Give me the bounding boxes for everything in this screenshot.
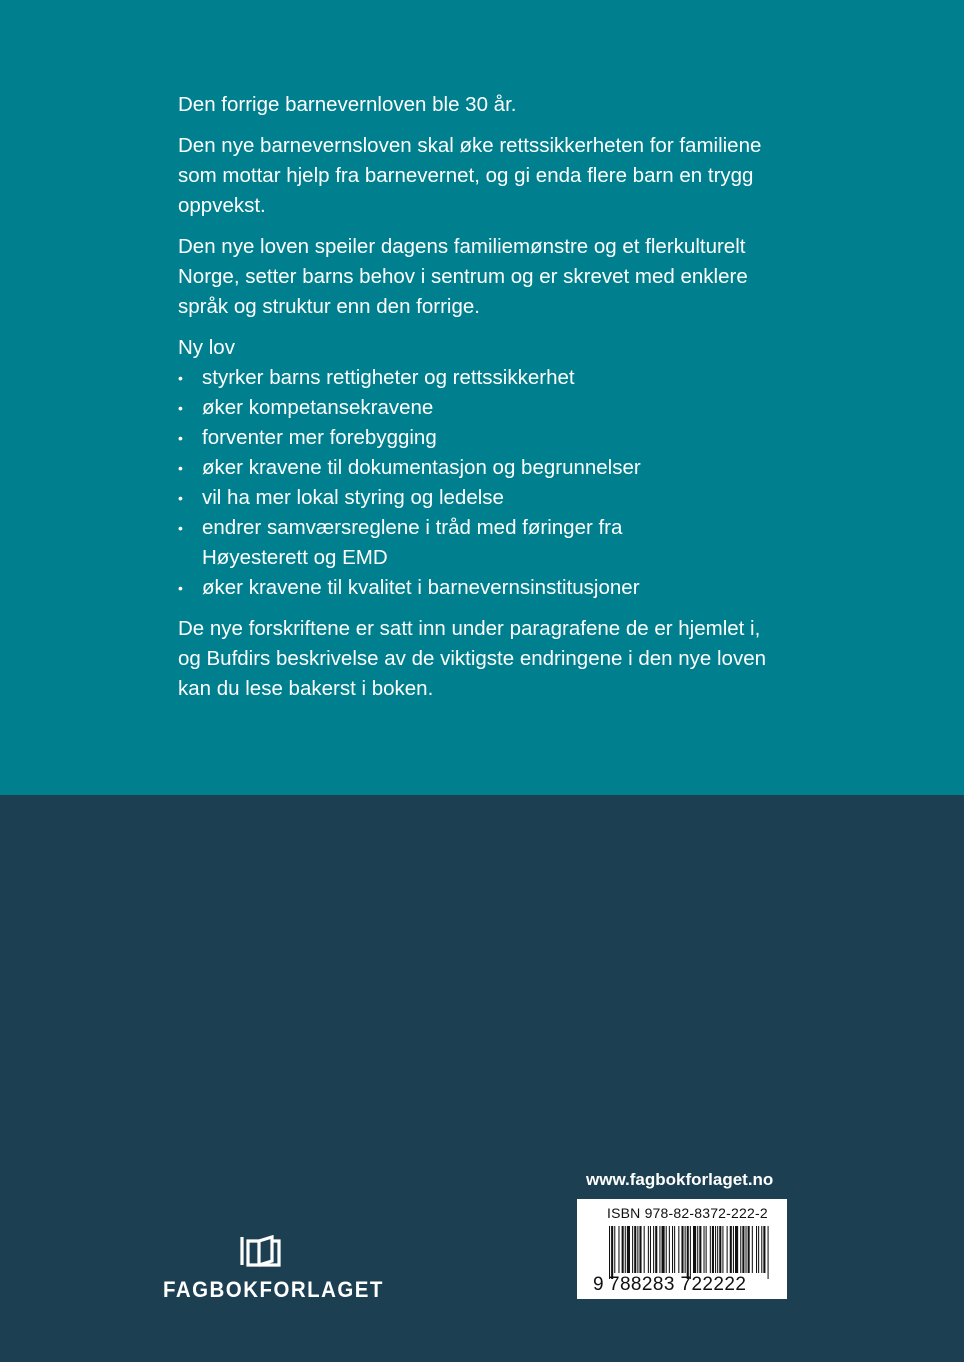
bullet-icon: •	[178, 490, 183, 506]
feature-list	[178, 363, 798, 603]
publisher-logo	[163, 1235, 384, 1305]
barcode-bar	[659, 1226, 660, 1273]
barcode-bar	[669, 1226, 670, 1273]
barcode-bar	[730, 1226, 732, 1273]
barcode-bar	[639, 1226, 641, 1273]
isbn-label: ISBN 978-82-8372-222-2	[607, 1205, 768, 1221]
list-lead: Ny lov	[178, 336, 235, 359]
barcode-bar	[742, 1226, 744, 1273]
barcode-bar	[648, 1226, 649, 1273]
barcode-bar	[685, 1226, 686, 1273]
barcode-bar	[622, 1226, 624, 1273]
barcode-bar	[644, 1226, 645, 1273]
website-link[interactable]: www.fagbokforlaget.no	[586, 1170, 774, 1189]
barcode-bar	[674, 1226, 675, 1273]
list-item-text: endrer samværsreglene i tråd med føringer fra Høyesterett og EMD	[202, 516, 623, 569]
barcode-bar	[756, 1226, 757, 1273]
bullet-icon: •	[178, 400, 183, 416]
outro-paragraph: De nye forskriftene er satt inn under paragrafene de er hjemlet i, og Bufdirs beskrivelse av de viktigste endringene i den nye loven kan du lese bakerst i boken.	[178, 617, 767, 700]
barcode-bar	[632, 1226, 633, 1273]
list-item	[178, 363, 798, 393]
barcode-bar	[727, 1226, 728, 1273]
barcode-bar	[699, 1226, 701, 1273]
barcode-bar	[678, 1226, 679, 1273]
barcode-bar	[710, 1226, 711, 1273]
barcode-digits: 788283 722222	[609, 1274, 747, 1295]
barcode-bar	[690, 1226, 691, 1279]
barcode-first-digit: 9	[593, 1274, 604, 1295]
list-item	[178, 423, 798, 453]
bullet-icon: •	[178, 580, 183, 596]
open-book-logo-icon	[239, 1235, 281, 1269]
barcode-bar	[712, 1226, 714, 1273]
barcode-bar	[634, 1226, 636, 1273]
barcode-bar	[609, 1226, 610, 1279]
bullet-icon: •	[178, 460, 183, 476]
barcode-bar	[746, 1226, 747, 1273]
list-item-text: vil ha mer lokal styring og ledelse	[202, 486, 504, 509]
barcode-bar	[614, 1226, 615, 1273]
intro-paragraph-3: Den nye loven speiler dagens familiemønstre og et flerkulturelt Norge, setter barns behov i sentrum og er skrevet med enklere språk og struktur enn den forrige.	[178, 235, 748, 318]
bullet-icon: •	[178, 430, 183, 446]
barcode-bar	[625, 1226, 626, 1273]
barcode-bar	[715, 1226, 716, 1273]
list-item-text: forventer mer forebygging	[202, 426, 437, 449]
barcode-bar	[627, 1226, 630, 1273]
barcode-bar	[752, 1226, 753, 1273]
list-item	[178, 393, 798, 423]
barcode-bar	[662, 1226, 665, 1273]
list-item	[178, 453, 798, 483]
list-item	[178, 513, 798, 573]
barcode-bar	[733, 1226, 734, 1273]
barcode-bar	[693, 1226, 696, 1273]
bottom-panel	[0, 795, 964, 1362]
barcode-bar	[611, 1226, 613, 1279]
list-item-text: øker kompetansekravene	[202, 396, 434, 419]
barcode-bar	[740, 1226, 741, 1273]
barcode-bar	[704, 1226, 705, 1273]
publisher-name: FAGBOKFORLAGET	[163, 1277, 384, 1302]
barcode-bar	[719, 1226, 721, 1273]
barcode-bar	[653, 1226, 654, 1273]
barcode	[577, 1199, 787, 1299]
barcode-bar	[763, 1226, 765, 1273]
barcode-bar	[650, 1226, 651, 1273]
barcode-bar	[748, 1226, 750, 1273]
barcode-bar	[706, 1226, 707, 1273]
barcode-bar	[697, 1226, 698, 1273]
barcode-bar	[687, 1226, 689, 1279]
barcode-bar	[768, 1226, 769, 1279]
list-item	[178, 573, 798, 603]
barcode-bar	[672, 1226, 673, 1273]
barcode-bar	[618, 1226, 619, 1273]
list-item-text: styrker barns rettigheter og rettssikkerhet	[202, 366, 575, 389]
barcode-bar	[735, 1226, 738, 1273]
intro-paragraph-1: Den forrige barnevernloven ble 30 år.	[178, 93, 517, 116]
barcode-bar	[717, 1226, 718, 1273]
intro-paragraph-2: Den nye barnevernsloven skal øke rettssikkerheten for familiene som mottar hjelp fra barnevernet, og gi enda flere barn en trygg oppvekst.	[178, 134, 762, 217]
back-cover-text	[178, 90, 798, 715]
barcode-bar	[655, 1226, 657, 1273]
bullet-icon: •	[178, 520, 183, 536]
bullet-icon: •	[178, 370, 183, 386]
barcode-bar	[758, 1226, 759, 1273]
barcode-bar	[761, 1226, 762, 1273]
list-item-text: øker kravene til kvalitet i barnevernsinstitusjoner	[202, 576, 640, 599]
list-item-text: øker kravene til dokumentasjon og begrunnelser	[202, 456, 641, 479]
barcode-bar	[666, 1226, 667, 1273]
barcode-bar	[637, 1226, 638, 1273]
barcode-bar	[722, 1226, 723, 1273]
barcode-bar	[681, 1226, 683, 1273]
list-item	[178, 483, 798, 513]
